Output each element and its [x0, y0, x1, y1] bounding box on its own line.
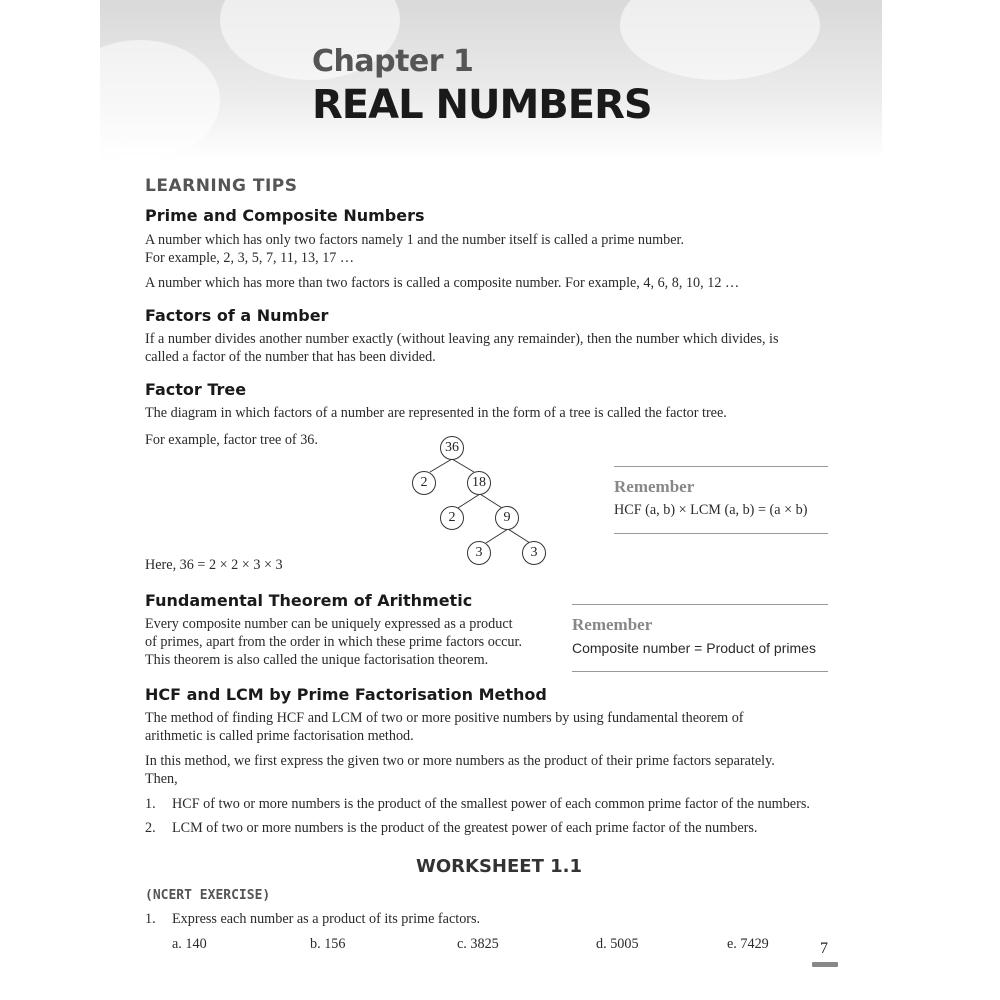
- tree-node: 3: [467, 541, 491, 565]
- question-option: a. 140: [172, 936, 207, 952]
- remember-box: [572, 604, 828, 672]
- question-option: d. 5005: [596, 936, 639, 952]
- question-number: 1.: [145, 911, 156, 927]
- remember-box: [614, 466, 828, 534]
- tree-node: 36: [440, 436, 464, 460]
- prime-text-2: For example, 2, 3, 5, 7, 11, 13, 17 …: [145, 250, 355, 266]
- remember-title: Remember: [614, 477, 695, 496]
- pencil-icon: [812, 962, 838, 967]
- worksheet-title: WORKSHEET 1.1: [416, 856, 583, 877]
- hcf-lcm-text-2: arithmetic is called prime factorisation method.: [145, 728, 414, 744]
- fta-text-1: Every composite number can be uniquely expressed as a product: [145, 616, 513, 632]
- remember-formula: Composite number = Product of primes: [572, 640, 816, 656]
- tree-node: 18: [467, 471, 491, 495]
- section-heading-hcf-lcm: HCF and LCM by Prime Factorisation Method: [145, 685, 547, 704]
- list-item: HCF of two or more numbers is the product of the smallest power of each common prime factor of the numbers.: [172, 796, 810, 812]
- remember-title: Remember: [572, 615, 653, 634]
- question-text: Express each number as a product of its prime factors.: [172, 911, 481, 927]
- chapter-title: REAL NUMBERS: [312, 82, 652, 128]
- list-item: LCM of two or more numbers is the product of the greatest power of each prime factor of the numbers.: [172, 820, 758, 836]
- chapter-label: Chapter 1: [312, 44, 474, 79]
- chapter-banner: [100, 0, 882, 160]
- list-item-number: 2.: [145, 820, 156, 836]
- tree-edge: [458, 494, 480, 508]
- factors-text-2: called a factor of the number that has been divided.: [145, 349, 436, 365]
- tree-node: 2: [412, 471, 436, 495]
- question-option: c. 3825: [457, 936, 499, 952]
- question-option: b. 156: [310, 936, 346, 952]
- banner-decoration: [100, 40, 220, 160]
- tree-edge: [430, 459, 452, 472]
- section-heading-factors: Factors of a Number: [145, 306, 329, 325]
- banner-decoration: [620, 0, 820, 80]
- hcf-lcm-text-4: Then,: [145, 771, 178, 787]
- tree-edge: [486, 529, 508, 543]
- remember-formula: HCF (a, b) × LCM (a, b) = (a × b): [614, 502, 808, 518]
- tree-edge: [508, 529, 530, 543]
- factors-text-1: If a number divides another number exactly (without leaving any remainder), then the number which divides, is: [145, 331, 779, 347]
- tree-node: 2: [440, 506, 464, 530]
- factor-tree-result: Here, 36 = 2 × 2 × 3 × 3: [145, 557, 283, 573]
- section-heading-factor-tree: Factor Tree: [145, 380, 247, 399]
- tree-node: 9: [495, 506, 519, 530]
- fta-text-2: of primes, apart from the order in which these prime factors occur.: [145, 634, 523, 650]
- fta-text-3: This theorem is also called the unique factorisation theorem.: [145, 652, 489, 668]
- composite-text: A number which has more than two factors is called a composite number. For example, 4, 6, 8, 10, 12 …: [145, 275, 740, 291]
- tree-edge: [480, 494, 502, 508]
- page-number: 7: [820, 940, 828, 957]
- list-item-number: 1.: [145, 796, 156, 812]
- prime-text-1: A number which has only two factors namely 1 and the number itself is called a prime number.: [145, 232, 684, 248]
- section-heading-prime: Prime and Composite Numbers: [145, 206, 425, 225]
- question-option: e. 7429: [727, 936, 769, 952]
- learning-tips-heading: LEARNING TIPS: [145, 176, 298, 196]
- tree-node: 3: [522, 541, 546, 565]
- section-heading-fta: Fundamental Theorem of Arithmetic: [145, 591, 473, 610]
- factor-tree-text: The diagram in which factors of a number are represented in the form of a tree is called the factor tree.: [145, 405, 727, 421]
- hcf-lcm-text-3: In this method, we first express the given two or more numbers as the product of their prime factors separately.: [145, 753, 775, 769]
- worksheet-subtitle: (NCERT EXERCISE): [145, 888, 271, 903]
- hcf-lcm-text-1: The method of finding HCF and LCM of two or more positive numbers by using fundamental theorem of: [145, 710, 744, 726]
- tree-edge: [452, 459, 474, 472]
- factor-tree-example: For example, factor tree of 36.: [145, 432, 318, 448]
